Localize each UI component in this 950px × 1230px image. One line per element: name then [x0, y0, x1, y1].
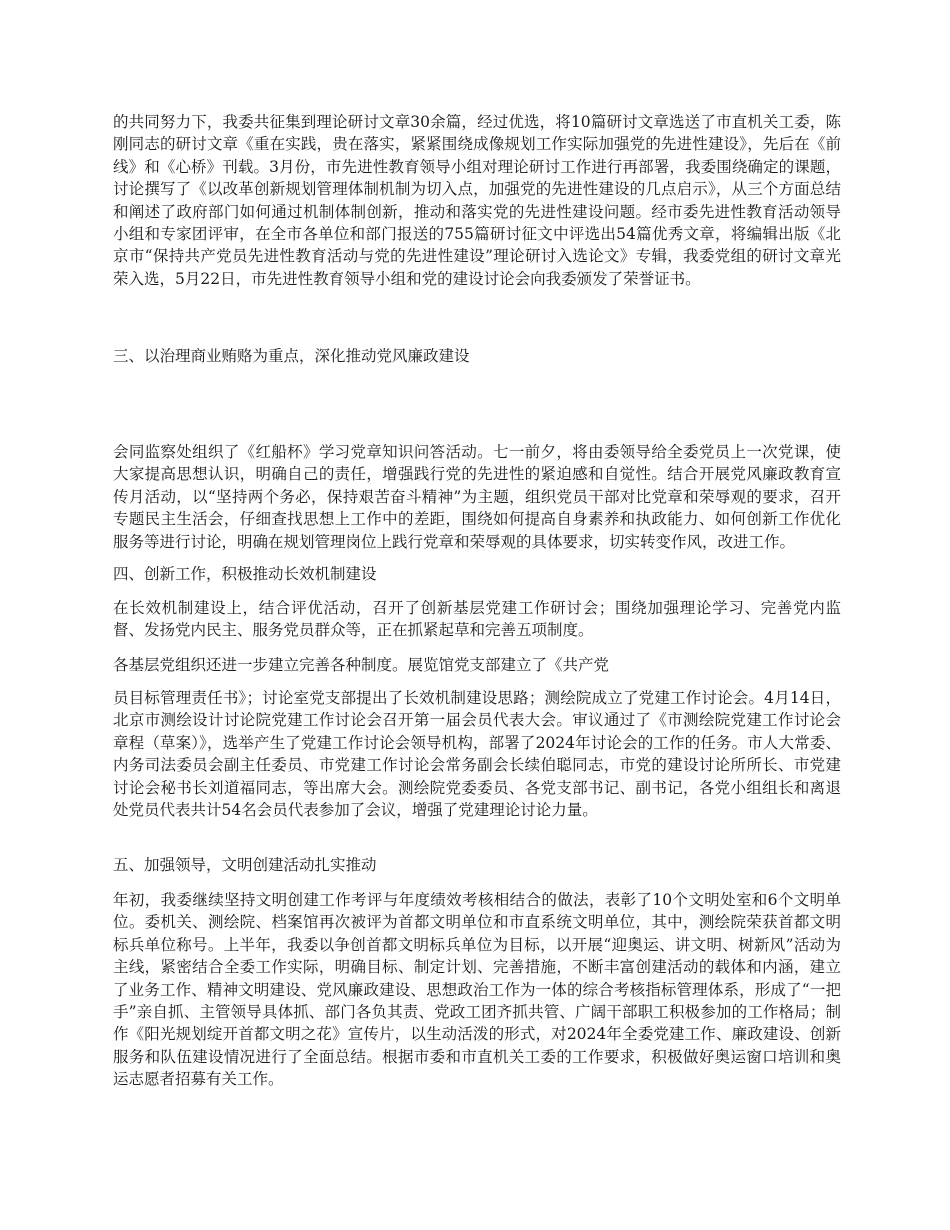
section-heading-3: 三、以治理商业贿赂为重点，深化推动党风廉政建设 [113, 347, 470, 365]
section-heading-4: 四、创新工作，积极推动长效机制建设 [113, 565, 377, 583]
paragraph-civilization-building: 年初，我委继续坚持文明创建工作考评与年度绩效考核相结合的做法，表彰了10个文明处室和6个文明单位。委机关、测绘院、档案馆再次被评为首都文明单位和市直系统文明单位，其中，测绘院荣获首都文明标兵单位称号。上半年，我委以争创首都文明标兵单位为目标，以开展“迎奥运、讲文明、树新风”活动为主线，紧密结合全委工作实际，明确目标、制定计划、完善措施，不断丰富创建活动的载体和内涵，建立了业务工作、精神文明建设、党风廉政建设、思想政治工作为一体的综合考核指标管理体系，形成了“一把手”亲自抓、主管领导具体抓、部门各负其责、党政工团齐抓共管、广阔干部职工积极参加的工作格局；制作《阳光规划绽开首都文明之花》宣传片，以生动活泼的形式，对2024年全委党建工作、廉政建设、创新服务和队伍建设情况进行了全面总结。根据市委和市直机关工委的工作要求，积极做好奥运窗口培训和奥运志愿者招募有关工作。 [113, 891, 841, 1089]
paragraph-long-term-mechanism: 在长效机制建设上，结合评优活动，召开了创新基层党建工作研讨会；围绕加强理论学习、完善党内监督、发扬党内民主、服务党员群众等，正在抓紧起草和完善五项制度。 [113, 599, 841, 640]
paragraph-grassroots-systems: 各基层党组织还进一步建立完善各种制度。展览馆党支部建立了《共产党 [113, 656, 610, 674]
section-heading-5: 五、加强领导，文明创建活动扎实推动 [113, 856, 377, 874]
paragraph-integrity-activities: 会同监察处组织了《红船杯》学习党章知识问答活动。七一前夕，将由委领导给全委党员上一次党课，使大家提高思想认识，明确自己的责任，增强践行党的先进性的紧迫感和自觉性。结合开展党风廉政教育宣传月活动，以“坚持两个务必，保持艰苦奋斗精神”为主题，组织党员干部对比党章和荣辱观的要求，召开专题民主生活会，仔细查找思想上工作中的差距，围绕如何提高自身素养和执政能力、如何创新工作优化服务等进行讨论，明确在规划管理岗位上践行党章和荣辱观的具体要求，切实转变作风，改进工作。 [113, 443, 841, 551]
paragraph-theory-research: 的共同努力下，我委共征集到理论研讨文章30余篇，经过优选，将10篇研讨文章选送了市直机关工委，陈刚同志的研讨文章《重在实践，贵在落实，紧紧围绕成像规划工作实际加强党的先进性建设》，先后在《前线》和《心桥》刊载。3月份，市先进性教育领导小组对理论研讨工作进行再部署，我委围绕确定的课题，讨论撰写了《以改革创新规划管理体制机制为切入点，加强党的先进性建设的几点启示》，从三个方面总结和阐述了政府部门如何通过机制体制创新，推动和落实党的先进性建设问题。经市委先进性教育活动领导小组和专家团评审，在全市各单位和部门报送的755篇研讨征文中评选出54篇优秀文章，将编辑出版《北京市“保持共产党员先进性教育活动与党的先进性建设”理论研讨入选论文》专辑，我委党组的研讨文章光荣入选，5月22日，市先进性教育领导小组和党的建设讨论会向我委颁发了荣誉证书。 [113, 113, 841, 288]
paragraph-survey-institute-meeting: 员目标管理责任书》；讨论室党支部提出了长效机制建设思路；测绘院成立了党建工作讨论会。4月14日，北京市测绘设计讨论院党建工作讨论会召开第一届会员代表大会。审议通过了《市测绘院党建工作讨论会章程（草案）》，选举产生了党建工作讨论会领导机构，部署了2024年讨论会的工作的任务。市人大常委、内务司法委员会副主任委员、市党建工作讨论会常务副会长续伯聪同志，市党的建设讨论所所长、市党建讨论会秘书长刘道福同志，等出席大会。测绘院党委委员、各党支部书记、副书记，各党小组组长和离退处党员代表共计54名会员代表参加了会议，增强了党建理论讨论力量。 [113, 689, 841, 820]
